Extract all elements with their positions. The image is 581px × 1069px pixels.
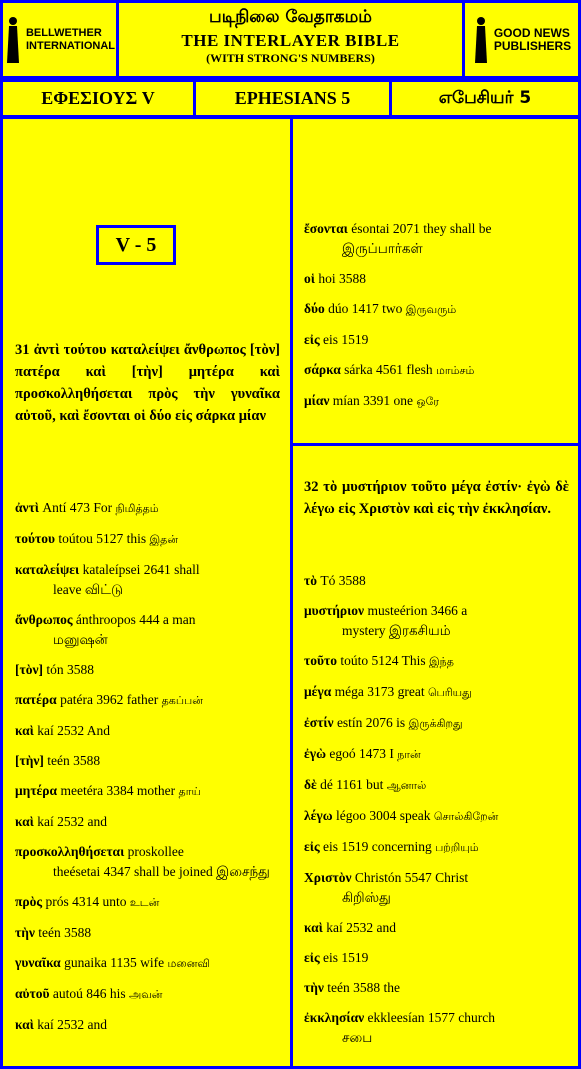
word-entry: [304, 806, 569, 827]
word-entry: [304, 651, 569, 672]
tamil-gloss: இருக்கிறது: [408, 717, 463, 730]
word-entry: [304, 391, 569, 412]
word-entry: [304, 360, 569, 381]
greek-word: τὴν: [15, 925, 35, 940]
word-gloss: gunaika 1135 wife: [64, 955, 165, 970]
greek-word: οἱ: [304, 271, 315, 286]
subtitle: (WITH STRONG'S NUMBERS): [206, 51, 375, 65]
word-gloss: dúo 1417 two: [328, 301, 403, 316]
tamil-gloss: ஆனால்: [386, 779, 427, 792]
word-entry: [304, 682, 569, 703]
word-entry: [304, 868, 569, 908]
tamil-gloss: இந்த: [428, 655, 454, 668]
tamil-gloss: தாய்: [178, 785, 201, 798]
word-gloss: légoo 3004 speak: [335, 808, 431, 823]
word-entry: [15, 923, 280, 943]
tamil-gloss: பற்றியும்: [435, 841, 479, 854]
greek-word: σάρκα: [304, 362, 341, 377]
word-gloss: egoó 1473 I: [329, 746, 394, 761]
word-gloss: eis 1519: [323, 332, 369, 347]
tamil-gloss: மாம்சம்: [435, 364, 475, 377]
book-greek: ΕΦΕΣΙΟΥΣ V: [0, 79, 196, 118]
word-entry: [304, 713, 569, 734]
greek-word: δὲ: [304, 777, 317, 792]
word-gloss: meetéra 3384 mother: [60, 783, 176, 798]
figure-logo-icon: [4, 15, 22, 65]
word-gloss: sárka 4561 flesh: [344, 362, 433, 377]
word-entry: [304, 299, 569, 320]
word-entry: [15, 892, 280, 913]
tamil-gloss: இருவரும்: [405, 303, 457, 316]
greek-word: ἐστίν: [304, 715, 334, 730]
greek-word: [τὴν]: [15, 753, 44, 768]
word-gloss: dé 1161 but: [320, 777, 384, 792]
greek-word: Χριστὸν: [304, 870, 352, 885]
word-gloss: musteérion 3466 a: [367, 603, 468, 618]
word-gloss: hoi 3588: [318, 271, 366, 286]
word-entry: [15, 721, 280, 741]
word-entry: [304, 1008, 569, 1048]
word-entry: [15, 529, 280, 550]
logo-line: BELLWETHER: [25, 26, 102, 39]
gloss-continuation: leave விட்டு: [53, 582, 124, 597]
greek-word: μέγα: [304, 684, 332, 699]
word-entry: [304, 837, 569, 858]
logo-line: PUBLISHERS: [493, 38, 572, 53]
word-gloss: toúto 5124 This: [340, 653, 426, 668]
greek-word: τοῦτο: [304, 653, 337, 668]
word-gloss: proskollee: [127, 844, 184, 859]
word-entry: [15, 751, 280, 771]
word-entry: [304, 948, 569, 968]
word-entry: [304, 571, 569, 591]
word-gloss: kaí 2532 and: [37, 814, 107, 829]
gloss-continuation: மனுஷன்: [53, 632, 108, 647]
main-title: THE INTERLAYER BIBLE: [181, 31, 400, 50]
greek-word: δύο: [304, 301, 325, 316]
tamil-gloss: நான்: [397, 748, 421, 761]
word-entry: [15, 781, 280, 802]
word-gloss: teén 3588: [47, 753, 101, 768]
word-entry: [304, 918, 569, 938]
gloss-continuation: theésetai 4347 shall be joined இசைந்து: [53, 864, 270, 879]
bellwether-logo: [0, 0, 119, 79]
word-gloss: eis 1519 concerning: [323, 839, 432, 854]
tamil-gloss: சொல்கிறேன்: [433, 810, 499, 823]
greek-word: καὶ: [15, 723, 34, 738]
tamil-title: படிநிலை வேதாகமம்: [209, 7, 372, 27]
greek-word: τὸ: [304, 573, 317, 588]
figure-logo-icon: [472, 15, 490, 65]
word-entry: [15, 984, 280, 1005]
word-entry: [304, 744, 569, 765]
word-gloss: Christón 5547 Christ: [354, 870, 469, 885]
word-gloss: kaí 2532 and: [326, 920, 396, 935]
word-gloss: eis 1519: [323, 950, 369, 965]
greek-word: ἄνθρωπος: [15, 612, 73, 627]
word-gloss: toútou 5127 this: [58, 531, 147, 546]
logo-line: GOOD NEWS: [493, 25, 570, 40]
word-entry: [15, 1015, 280, 1035]
word-gloss: méga 3173 great: [334, 684, 425, 699]
word-gloss: Antí 473 For: [42, 500, 113, 515]
greek-word: λέγω: [304, 808, 333, 823]
word-gloss: ekkleesían 1577 church: [367, 1010, 495, 1025]
word-entry: [15, 560, 280, 600]
greek-word: ἔσονται: [304, 221, 348, 236]
goodnews-logo: [462, 0, 581, 79]
greek-word: [τὸν]: [15, 662, 43, 677]
verse-32-text: 32 τὸ μυστήριον τοῦτο μέγα ἐστίν· ἐγὼ δὲ λέγω εἰς Χριστὸν καὶ εἰς τὴν ἐκκλησίαν.: [304, 479, 569, 517]
greek-word: ἐγὼ: [304, 746, 326, 761]
word-entry: [15, 660, 280, 680]
gloss-continuation: இருப்பார்கள்: [342, 241, 423, 256]
word-entry: [15, 610, 280, 650]
word-entry: [304, 978, 569, 998]
book-english: EPHESIANS 5: [193, 79, 392, 118]
title-block: [116, 0, 465, 79]
greek-word: εἰς: [304, 332, 320, 347]
word-entry: [15, 690, 280, 711]
greek-word: καὶ: [15, 814, 34, 829]
greek-word: αὐτοῦ: [15, 986, 50, 1001]
chapter-label: V - 5: [96, 225, 176, 265]
word-gloss: mían 3391 one: [332, 393, 414, 408]
word-entry: [304, 601, 569, 641]
word-gloss: ánthroopos 444 a man: [75, 612, 196, 627]
logo-line: INTERNATIONAL: [25, 39, 115, 52]
verse-32-entries: [304, 571, 569, 1058]
word-entry: [15, 842, 280, 882]
tamil-gloss: நிமித்தம்: [115, 502, 159, 515]
gloss-continuation: mystery இரகசியம்: [342, 623, 451, 638]
tamil-gloss: மனைவி: [167, 957, 210, 970]
gloss-continuation: கிறிஸ்து: [342, 890, 391, 905]
greek-word: μητέρα: [15, 783, 58, 798]
book-tamil: எபேசியர் 5: [389, 79, 581, 118]
greek-word: καταλείψει: [15, 562, 80, 577]
verse-31-entries-cont: [304, 219, 569, 422]
greek-word: εἰς: [304, 839, 320, 854]
word-entry: [15, 812, 280, 832]
tamil-gloss: உடன்: [129, 896, 160, 909]
right-bottom-column: [290, 443, 581, 1069]
word-gloss: teén 3588 the: [327, 980, 401, 995]
greek-word: πρὸς: [15, 894, 43, 909]
greek-word: ἐκκλησίαν: [304, 1010, 365, 1025]
verse-31-entries: [15, 498, 280, 1045]
word-gloss: prós 4314 unto: [45, 894, 127, 909]
gloss-continuation: சபை: [342, 1030, 373, 1045]
tamil-gloss: தகப்பன்: [161, 694, 203, 707]
word-gloss: ésontai 2071 they shall be: [351, 221, 492, 236]
greek-word: τούτου: [15, 531, 55, 546]
tamil-gloss: ஒரே: [416, 395, 440, 408]
greek-word: εἰς: [304, 950, 320, 965]
word-gloss: estín 2076 is: [336, 715, 406, 730]
word-entry: [15, 953, 280, 974]
verse-31-text: 31 ἀντὶ τούτου καταλείψει ἄνθρωπος [τὸν] πατέρα καὶ [τὴν] μητέρα καὶ προσκολληθήσεται πρὸς τὴν γυναῖκα αὐτοῦ, καὶ ἔσονται οἱ δύο εἰς σάρκα μίαν: [15, 342, 280, 424]
word-entry: [304, 269, 569, 289]
word-entry: [304, 330, 569, 350]
word-entry: [304, 775, 569, 796]
greek-word: γυναῖκα: [15, 955, 61, 970]
word-gloss: Tó 3588: [320, 573, 366, 588]
tamil-gloss: அவன்: [129, 988, 163, 1001]
word-gloss: patéra 3962 father: [60, 692, 159, 707]
greek-word: προσκολληθήσεται: [15, 844, 125, 859]
word-gloss: kaí 2532 And: [37, 723, 110, 738]
word-gloss: tón 3588: [46, 662, 95, 677]
greek-word: καὶ: [15, 1017, 34, 1032]
word-gloss: teén 3588: [38, 925, 92, 940]
tamil-gloss: பெரியது: [428, 686, 472, 699]
word-entry: [15, 498, 280, 519]
tamil-gloss: இதன்: [149, 533, 179, 546]
left-column: [0, 116, 293, 1069]
greek-word: ἀντὶ: [15, 500, 39, 515]
word-entry: [304, 219, 569, 259]
right-top-column: [290, 116, 581, 446]
greek-word: πατέρα: [15, 692, 57, 707]
word-gloss: kataleípsei 2641 shall: [82, 562, 200, 577]
word-gloss: autoú 846 his: [52, 986, 126, 1001]
word-gloss: kaí 2532 and: [37, 1017, 107, 1032]
greek-word: καὶ: [304, 920, 323, 935]
greek-word: μίαν: [304, 393, 330, 408]
greek-word: μυστήριον: [304, 603, 365, 618]
greek-word: τὴν: [304, 980, 324, 995]
